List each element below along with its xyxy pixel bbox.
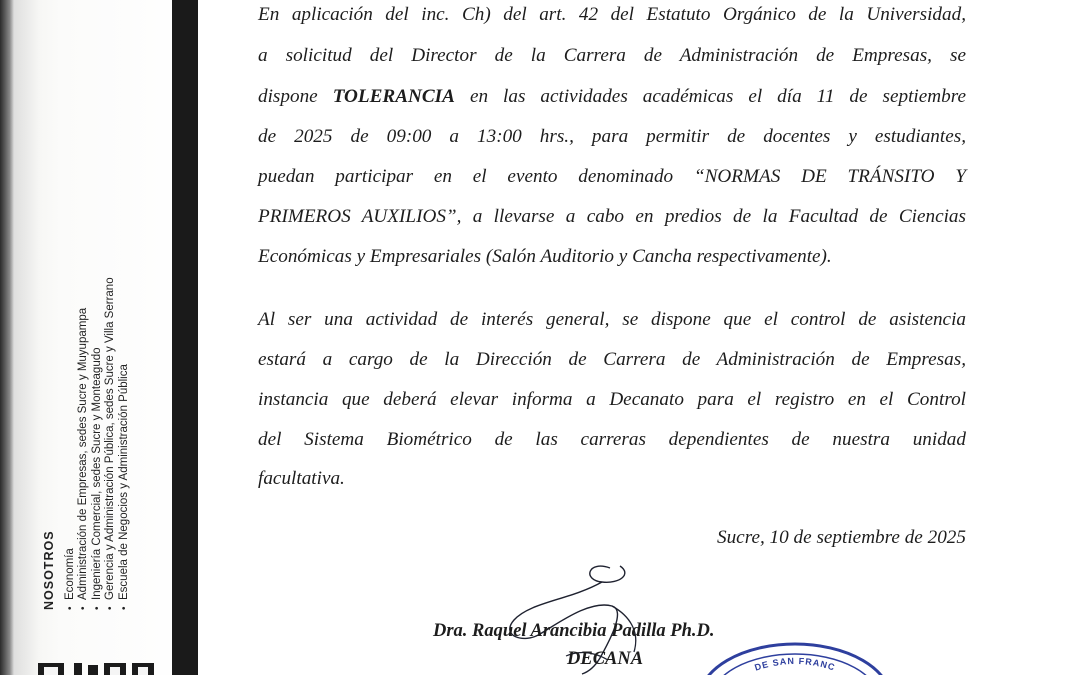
signer-title: DECANA [567,649,644,669]
paragraph-1-line: PRIMEROS AUXILIOS”, a llevarse a cabo en predios de la Facultad de Ciencias [258,206,966,227]
paragraph-2-line: instancia que deberá elevar informa a Decanato para el registro en el Control [258,389,966,410]
sidebar-item: • Administración de Empresas, sedes Sucre y Muyupampa [77,200,90,610]
sidebar-divider-bar [172,0,198,675]
paragraph-2-line: Al ser una actividad de interés general, se dispone que el control de asistencia [258,309,966,330]
seal-text: DE SAN FRANC [753,655,837,673]
document-date: Sucre, 10 de septiembre de 2025 [716,527,966,548]
paragraph-2-line: estará a cargo de la Dirección de Carrera de Administración de Empresas, [258,349,966,370]
sidebar-list [64,200,131,610]
sidebar-nosotros [40,200,160,610]
paragraph-2-line: del Sistema Biométrico de las carreras dependientes de nuestra unidad [258,429,966,450]
paragraph-1-line: puedan participar en el evento denominado “NORMAS DE TRÁNSITO Y [258,166,966,187]
page-edge-shadow [0,0,14,675]
university-seal [695,640,895,675]
paragraph-1-line: a solicitud del Director de la Carrera de Administración de Empresas, se [258,45,966,66]
sidebar-title: NOSOTROS [42,530,56,610]
sidebar-item: • Gerencia y Administración Pública, sedes Sucre y Villa Serrano [104,200,117,610]
sidebar-rotated-text [40,200,131,610]
paragraph-1-line: Económicas y Empresariales (Salón Auditorio y Cancha respectivamente). [258,246,832,267]
text-span: en las actividades académicas el día 11 de septiembre [454,86,966,107]
tolerancia-emphasis: TOLERANCIA [332,86,455,107]
sidebar-item: • Ingeniería Comercial, sedes Sucre y Monteagudo [91,200,104,610]
signer-name: Dra. Raquel Arancibia Padilla Ph.D. [433,621,715,641]
sidebar-item: • Escuela de Negocios y Administración Pública [118,200,131,610]
sidebar-item: • Economía [64,200,77,610]
paragraph-1-line: En aplicación del inc. Ch) del art. 42 del Estatuto Orgánico de la Universidad, [258,4,966,25]
paragraph-1-line [258,84,966,110]
paragraph-2-line: facultativa. [258,468,345,489]
text-span: dispone [258,86,333,107]
paragraph-1-line: de 2025 de 09:00 a 13:00 hrs., para permitir de docentes y estudiantes, [258,126,966,147]
qr-code-icon [38,655,156,675]
